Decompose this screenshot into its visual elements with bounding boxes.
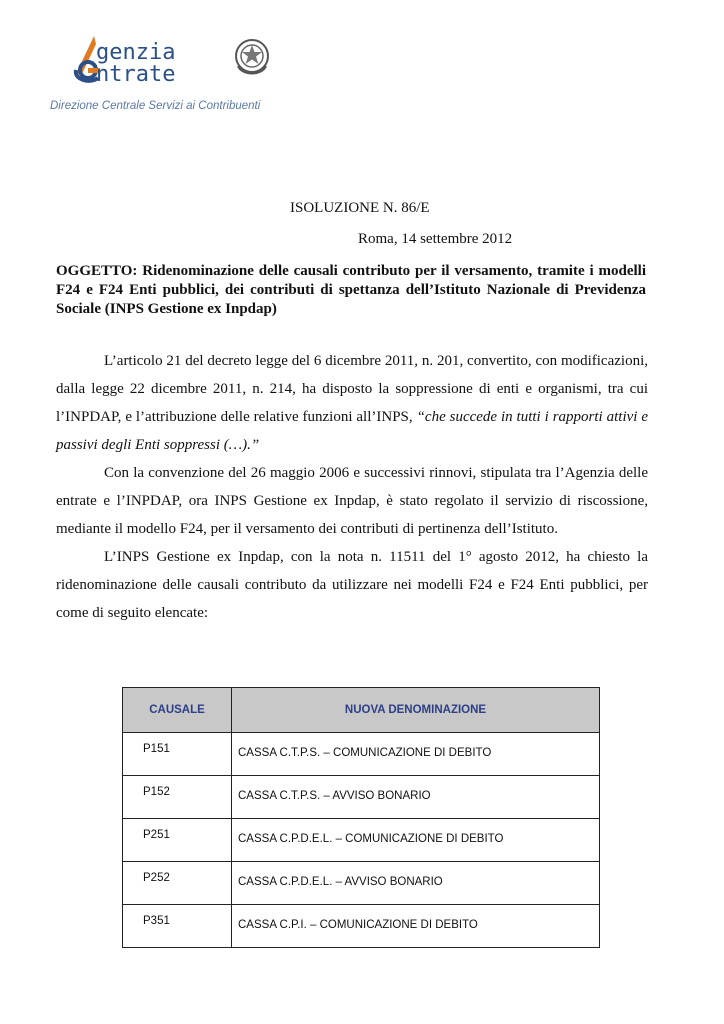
causale-code: P152 <box>123 776 232 819</box>
agenzia-entrate-logo <box>50 28 302 92</box>
paragraph-1-quote: “che succede in tutti i rapporti attivi e passivi degli Enti soppressi (…).” <box>56 409 648 453</box>
table-row <box>123 733 600 776</box>
paragraph-1-text: L’articolo 21 del decreto legge del 6 dicembre 2011, n. 201, convertito, con modificazioni, dalla legge 22 dicembre 2011, n. 214, ha disposto la soppressione di enti e organismi, tra cui l’INPDAP, e l’attribuzione delle relative funzioni all’INPS, <box>56 353 648 425</box>
causali-table <box>122 687 600 948</box>
paragraph-2: Con la convenzione del 26 maggio 2006 e successivi rinnovi, stipulata tra l’Agenzia delle entrate e l’INPDAP, ora INPS Gestione ex Inpdap, è stato regolato il servizio di riscossione, mediante il modello F24, per il versamento dei contributi di pertinenza dell’Istituto. <box>56 465 648 537</box>
letterhead <box>50 28 330 118</box>
causale-description: CASSA C.T.P.S. – AVVISO BONARIO <box>232 776 600 819</box>
logo-text-agenzia: genzia <box>96 40 176 65</box>
causale-code: P151 <box>123 733 232 776</box>
paragraph-3: L’INPS Gestione ex Inpdap, con la nota n. 11511 del 1° agosto 2012, ha chiesto la ridenominazione delle causali contributo da utilizzare nei modelli F24 e F24 Enti pubblici, per come di seguito elencate: <box>56 549 648 621</box>
subject-paragraph: OGGETTO: Ridenominazione delle causali contributo per il versamento, tramite i modelli F24 e F24 Enti pubblici, dei contributi di spettanza dell’Istituto Nazionale di Previdenza Sociale (INPS Gestione ex Inpdap) <box>56 263 646 317</box>
body-text <box>56 347 648 627</box>
causale-description: CASSA C.P.I. – COMUNICAZIONE DI DEBITO <box>232 905 600 948</box>
table-row <box>123 905 600 948</box>
table-header-row <box>123 688 600 733</box>
causale-code: P252 <box>123 862 232 905</box>
logo-text-entrate: ntrate <box>96 62 176 87</box>
causale-code: P351 <box>123 905 232 948</box>
header-nuova-denominazione: NUOVA DENOMINAZIONE <box>232 688 600 733</box>
table-row <box>123 819 600 862</box>
table-row <box>123 776 600 819</box>
causale-description: CASSA C.P.D.E.L. – AVVISO BONARIO <box>232 862 600 905</box>
paragraph-1 <box>56 347 648 459</box>
causale-description: CASSA C.P.D.E.L. – COMUNICAZIONE DI DEBITO <box>232 819 600 862</box>
header-causale: CAUSALE <box>123 688 232 733</box>
department-name: Direzione Centrale Servizi ai Contribuenti <box>50 100 261 112</box>
causale-code: P251 <box>123 819 232 862</box>
causale-description: CASSA C.T.P.S. – COMUNICAZIONE DI DEBITO <box>232 733 600 776</box>
document-title: ISOLUZIONE N. 86/E <box>290 200 430 216</box>
italian-republic-emblem-icon <box>232 36 272 78</box>
table-row <box>123 862 600 905</box>
document-date: Roma, 14 settembre 2012 <box>358 231 513 247</box>
